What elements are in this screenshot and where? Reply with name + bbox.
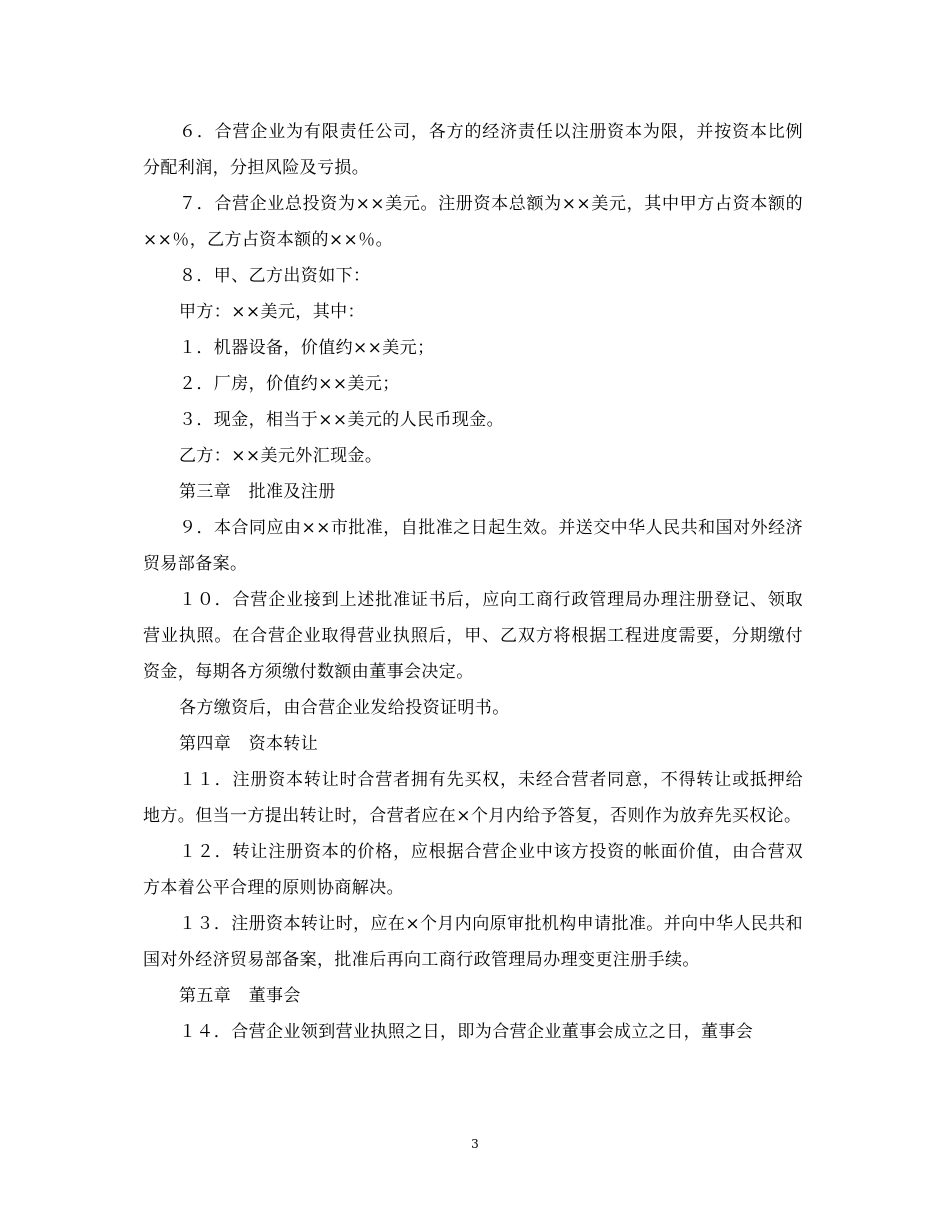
investment-certificate-note: 各方缴资后，由合营企业发给投资证明书。: [179, 698, 510, 718]
page-number: 3: [471, 1137, 479, 1151]
clause-6: ６．合营企业为有限责任公司，各方的经济责任以注册资本为限，并按资本比例分配利润，分担风险及亏损。: [143, 122, 803, 178]
contribution-item-3: ３．现金，相当于××美元的人民币现金。: [179, 410, 505, 430]
chapter-4-heading: 第四章 资本转让: [179, 734, 319, 754]
chapter-5-heading: 第五章 董事会: [179, 986, 301, 1006]
contribution-item-1: １．机器设备，价值约××美元；: [179, 338, 435, 358]
clause-9: ９．本合同应由××市批准，自批准之日起生效。并送交中华人民共和国对外经济贸易部备案。: [143, 518, 803, 574]
party-a-contribution: 甲方：××美元，其中：: [179, 302, 365, 322]
party-b-contribution: 乙方：××美元外汇现金。: [179, 446, 383, 466]
clause-10: １０．合营企业接到上述批准证书后，应向工商行政管理局办理注册登记、领取营业执照。在合营企业取得营业执照后，甲、乙双方将根据工程进度需要，分期缴付资金，每期各方须缴付数额由董事会决定。: [143, 590, 803, 682]
clause-8: ８．甲、乙方出资如下：: [179, 266, 371, 286]
chapter-3-heading: 第三章 批准及注册: [179, 482, 336, 502]
clause-14: １４．合营企业领到营业执照之日，即为合营企业董事会成立之日，董事会: [179, 1022, 754, 1042]
clause-7: ７．合营企业总投资为××美元。注册资本总额为××美元，其中甲方占资本额的××％，乙方占资本额的××％。: [143, 194, 803, 250]
contribution-item-2: ２．厂房，价值约××美元；: [179, 374, 400, 394]
clause-12: １２．转让注册资本的价格，应根据合营企业中该方投资的帐面价值，由合营双方本着公平合理的原则协商解决。: [143, 842, 803, 898]
contract-body: [143, 114, 803, 1050]
clause-13: １３．注册资本转让时，应在×个月内向原审批机构申请批准。并向中华人民共和国对外经济贸易部备案，批准后再向工商行政管理局办理变更注册手续。: [143, 914, 803, 970]
clause-11: １１．注册资本转让时合营者拥有先买权，未经合营者同意，不得转让或抵押给地方。但当一方提出转让时，合营者应在×个月内给予答复，否则作为放弃先买权论。: [143, 770, 803, 826]
